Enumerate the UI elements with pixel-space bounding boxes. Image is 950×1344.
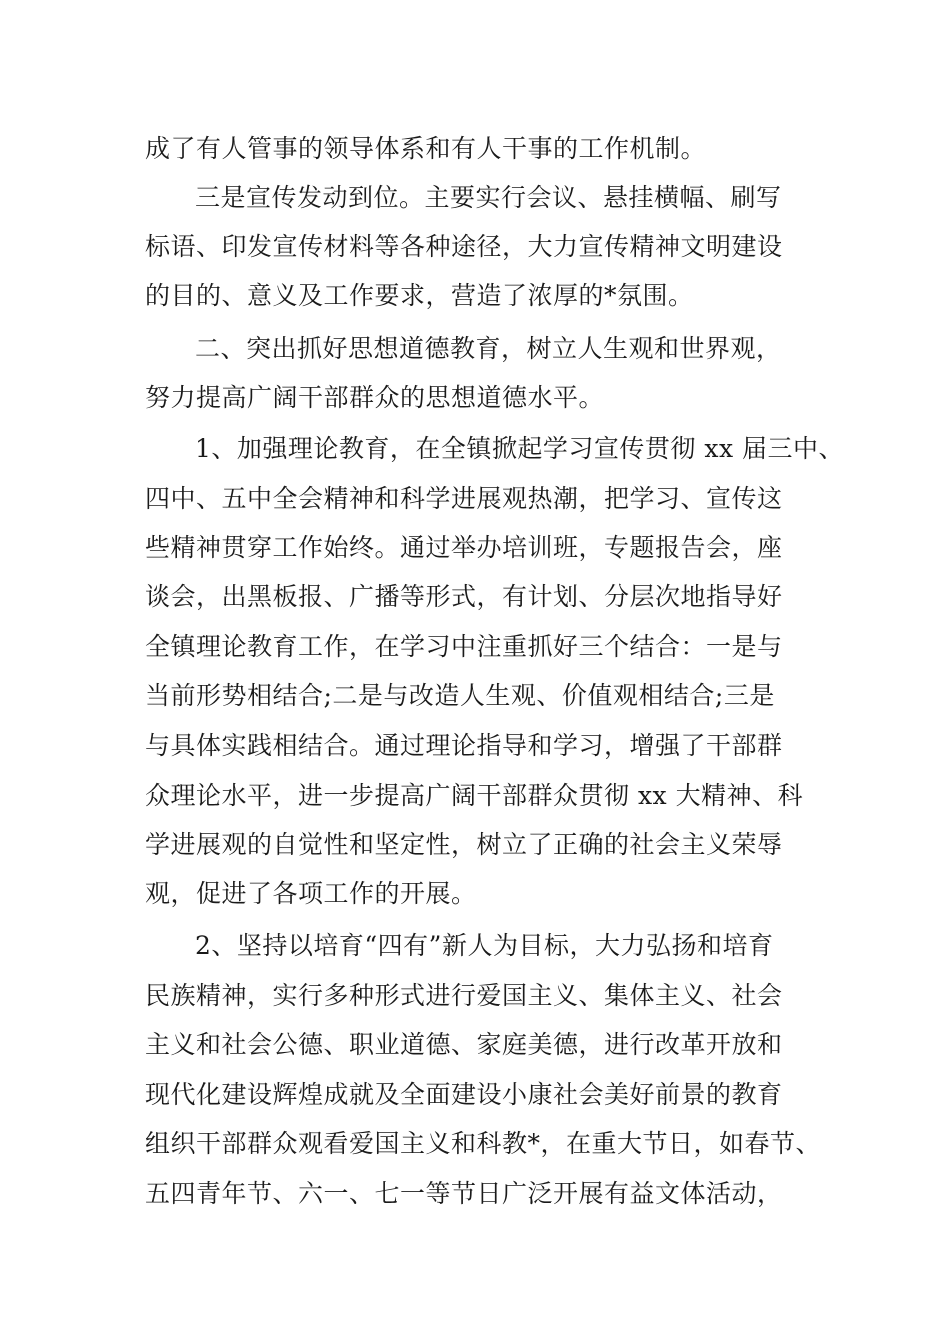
text-line: 些精神贯穿工作始终。通过举办培训班，专题报告会，座 [145,533,783,562]
text-line: 学进展观的自觉性和坚定性，树立了正确的社会主义荣辱 [145,830,783,859]
text-line: 现代化建设辉煌成就及全面建设小康社会美好前景的教育 [145,1080,783,1109]
text-line: 1、加强理论教育，在全镇掀起学习宣传贯彻 xx 届三中、 [195,434,844,463]
text-line: 观，促进了各项工作的开展。 [145,879,477,908]
text-line: 四中、五中全会精神和科学进展观热潮，把学习、宣传这 [145,484,783,513]
text-line: 2、坚持以培育“四有”新人为目标，大力弘扬和培育 [195,931,774,960]
text-line: 标语、印发宣传材料等各种途径，大力宣传精神文明建设 [145,232,783,261]
text-line: 谈会，出黑板报、广播等形式，有计划、分层次地指导好 [145,582,783,611]
text-line: 全镇理论教育工作，在学习中注重抓好三个结合：一是与 [145,632,783,661]
text-line: 主义和社会公德、职业道德、家庭美德，进行改革开放和 [145,1030,783,1059]
text-line: 众理论水平，进一步提高广阔干部群众贯彻 xx 大精神、科 [145,781,804,810]
text-line: 努力提高广阔干部群众的思想道德水平。 [145,383,605,412]
text-line: 成了有人管事的领导体系和有人干事的工作机制。 [145,134,707,163]
text-line: 五四青年节、六一、七一等节日广泛开展有益文体活动， [145,1179,783,1208]
text-line: 三是宣传发动到位。主要实行会议、悬挂横幅、刷写 [195,183,782,212]
text-line: 组织干部群众观看爱国主义和科教*，在重大节日，如春节、 [145,1129,822,1158]
text-line: 当前形势相结合;二是与改造人生观、价值观相结合;三是 [145,681,775,710]
text-line: 二、突出抓好思想道德教育，树立人生观和世界观， [195,334,782,363]
text-line: 与具体实践相结合。通过理论指导和学习，增强了干部群 [145,731,783,760]
text-line: 民族精神，实行多种形式进行爱国主义、集体主义、社会 [145,981,783,1010]
text-line: 的目的、意义及工作要求，营造了浓厚的*氛围。 [145,281,694,310]
